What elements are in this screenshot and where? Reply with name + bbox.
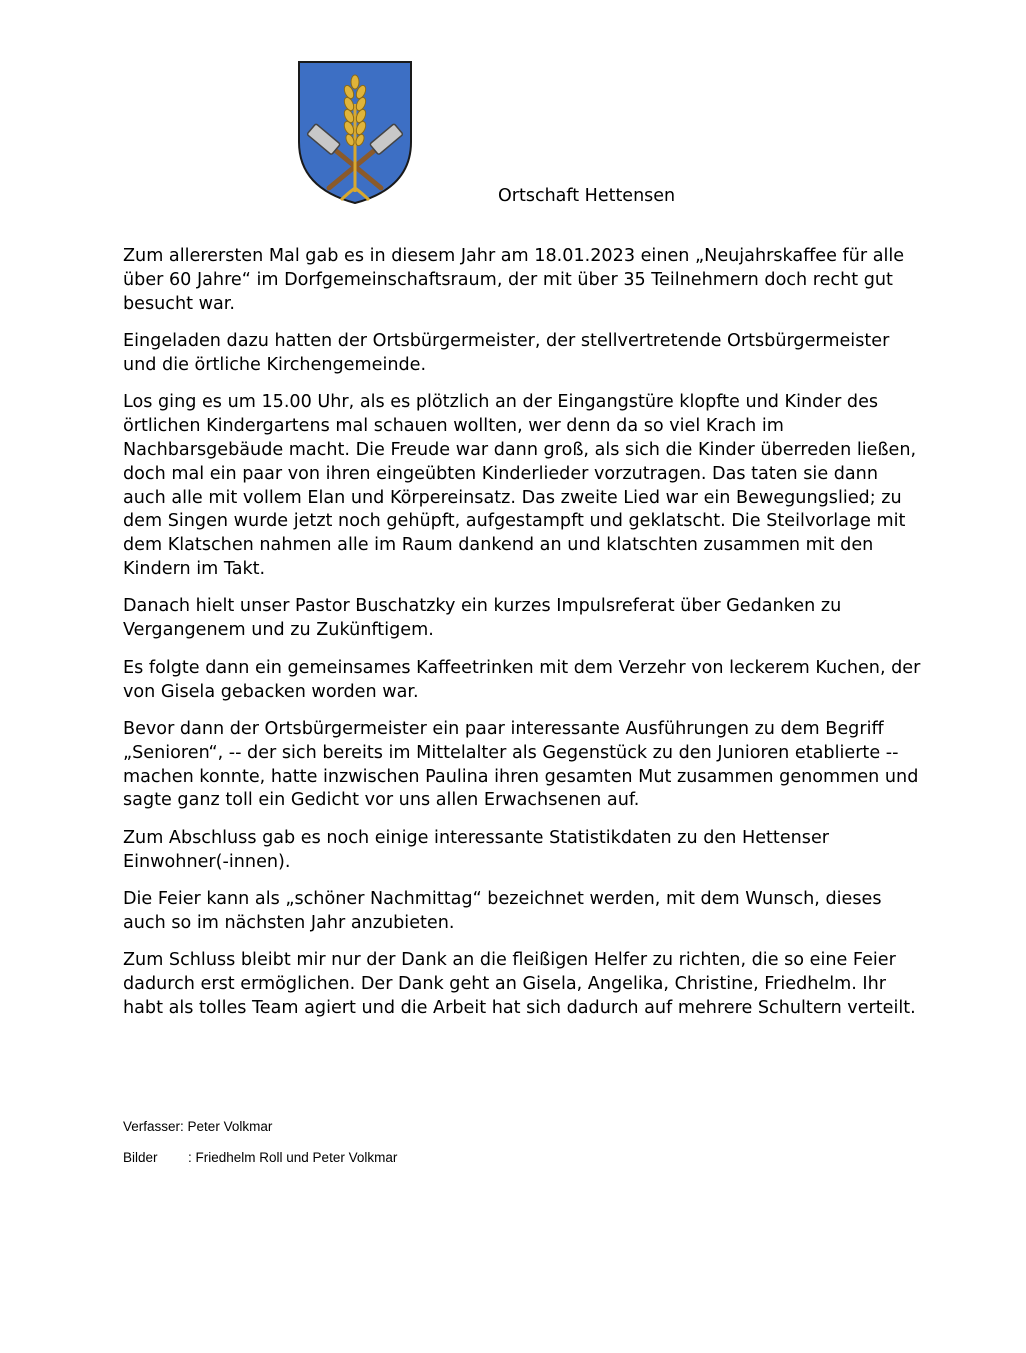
article-paragraph: Bevor dann der Ortsbürgermeister ein paar interessante Ausführungen zu dem Begriff „Senioren“, -- der sich bereits im Mittelalter als Gegenstück zu den Junioren etablierte -- machen konnte, hatte inzwischen Paulina ihren gesamten Mut zusammen genommen und sagte ganz toll ein Gedicht vor uns allen Erwachsenen auf.	[123, 718, 919, 811]
article-paragraph: Zum Schluss bleibt mir nur der Dank an die fleißigen Helfer zu richten, die so eine Feier dadurch erst ermöglichen. Der Dank geht an Gisela, Angelika, Christine, Friedhelm. Ihr habt als tolles Team agiert und die Arbeit hat sich dadurch auf mehrere Schultern verteilt.	[123, 950, 916, 1019]
article-paragraph: Los ging es um 15.00 Uhr, als es plötzlich an der Eingangstüre klopfte und Kinder des örtlichen Kindergartens mal schauen wollten, wer denn da so viel Krach im Nachbarsgebäude macht. Die Freude war dann groß, als sich die Kinder überreden ließen, doch mal ein paar von ihren eingeübten Kinderlieder vorzutragen. Das taten sie dann auch alle mit vollem Elan und Körpereinsatz. Das zweite Lied war ein Bewegungslied; zu dem Singen wurde jetzt noch gehüpft, aufgestampft und geklatscht. Die Steilvorlage mit dem Klatschen nahmen alle im Raum dankend an und klatschten zusammen mit den Kindern im Takt.	[123, 392, 917, 579]
coat-of-arms-icon	[297, 60, 413, 205]
article-paragraph: Die Feier kann als „schöner Nachmittag“ bezeichnet werden, mit dem Wunsch, dieses auch so im nächsten Jahr anzubieten.	[123, 889, 882, 933]
article-paragraph: Danach hielt unser Pastor Buschatzky ein kurzes Impulsreferat über Gedanken zu Vergangenem und zu Zukünftigem.	[123, 596, 842, 641]
article-paragraph: Eingeladen dazu hatten der Ortsbürgermeister, der stellvertretende Ortsbürgermeister und die örtliche Kirchengemeinde.	[123, 331, 890, 375]
images-value: : Friedhelm Roll und Peter Volkmar	[188, 1150, 398, 1165]
images-label: Bilder	[123, 1150, 158, 1165]
images-credit	[123, 1149, 397, 1167]
author-label: Verfasser:	[123, 1119, 184, 1134]
author-credit	[123, 1118, 397, 1136]
credits	[123, 1118, 397, 1180]
article-paragraph: Zum allerersten Mal gab es in diesem Jahr am 18.01.2023 einen „Neujahrskaffee für alle über 60 Jahre“ im Dorfgemeinschaftsraum, der mit über 35 Teilnehmern doch recht gut besucht war.	[123, 246, 905, 314]
author-name: Peter Volkmar	[187, 1119, 273, 1134]
place-name-heading: Ortschaft Hettensen	[498, 186, 676, 206]
article-paragraph: Es folgte dann ein gemeinsames Kaffeetrinken mit dem Verzehr von leckerem Kuchen, der von Gisela gebacken worden war.	[123, 657, 921, 702]
article-body	[123, 245, 923, 1035]
article-paragraph: Zum Abschluss gab es noch einige interessante Statistikdaten zu den Hettenser Einwohner(-innen).	[123, 827, 830, 872]
